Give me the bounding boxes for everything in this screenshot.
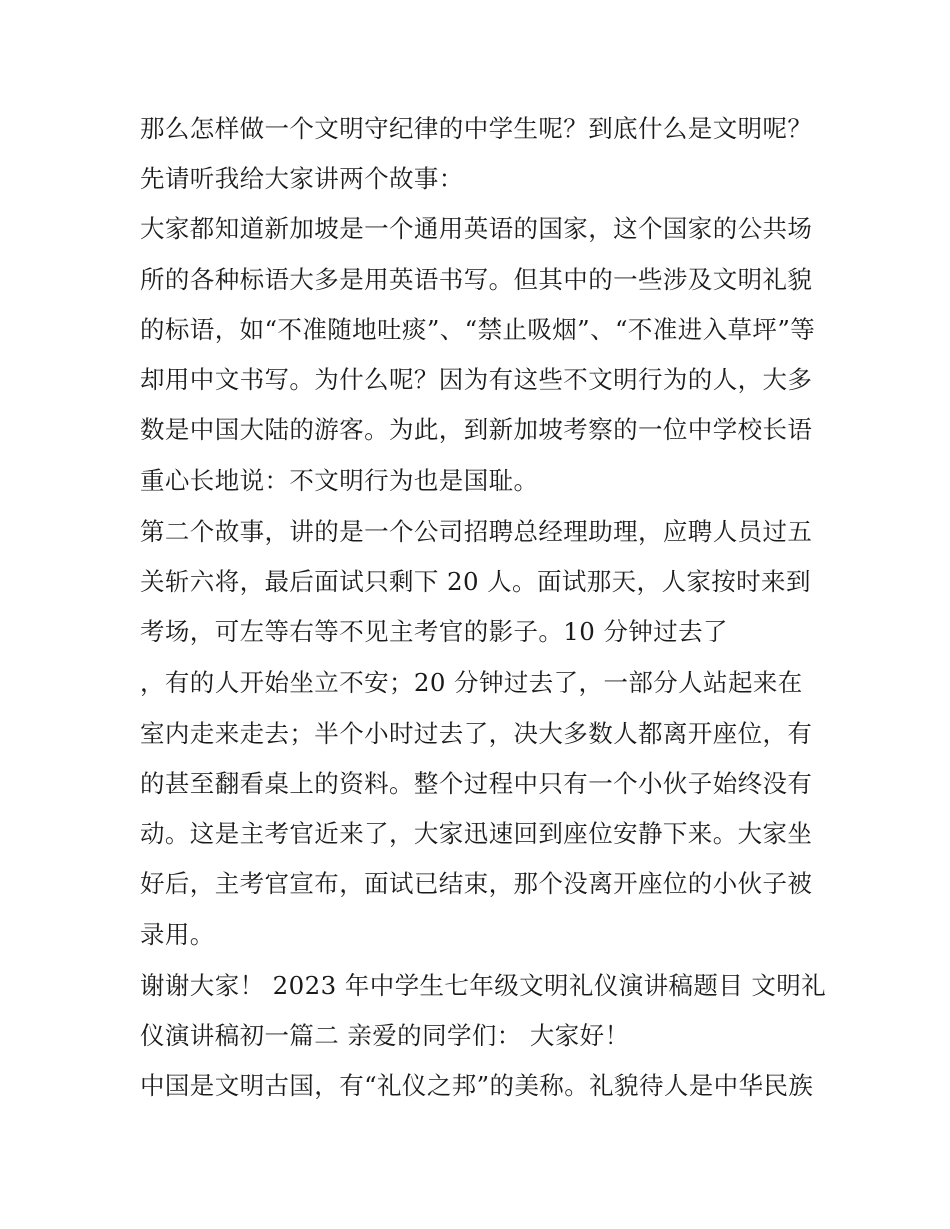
text-line: 关斩六将，最后面试只剩下 20 人。面试那天，人家按时来到	[140, 567, 811, 596]
text-line: 中国是文明古国，有“礼仪之邦”的美称。礼貌待人是中华民族	[140, 1071, 814, 1100]
text-line: 重心长地说：不文明行为也是国耻。	[140, 466, 539, 495]
text-line: 录用。	[140, 920, 215, 949]
text-line: 的甚至翻看桌上的资料。整个过程中只有一个小伙子始终没有	[140, 769, 813, 798]
text-line: 的标语，如“不准随地吐痰”、“禁止吸烟”、“不准进入草坪”等	[140, 315, 816, 344]
text-line: 考场，可左等右等不见主考官的影子。10 分钟过去了	[140, 617, 728, 646]
text-line: 那么怎样做一个文明守纪律的中学生呢？到底什么是文明呢？	[140, 114, 813, 143]
text-line: 先请听我给大家讲两个故事：	[140, 164, 464, 193]
text-line: 所的各种标语大多是用英语书写。但其中的一些涉及文明礼貌	[140, 265, 813, 294]
text-line: 仪演讲稿初一篇二 亲爱的同学们： 大家好！	[140, 1021, 630, 1050]
text-line: 好后，主考官宣布，面试已结束，那个没离开座位的小伙子被	[140, 869, 813, 898]
text-line: 动。这是主考官近来了，大家迅速回到座位安静下来。大家坐	[140, 819, 813, 848]
text-line: 第二个故事，讲的是一个公司招聘总经理助理，应聘人员过五	[140, 517, 813, 546]
text-line: 室内走来走去；半个小时过去了，决大多数人都离开座位，有	[140, 719, 813, 748]
text-line: 数是中国大陆的游客。为此，到新加坡考察的一位中学校长语	[140, 415, 813, 444]
text-line: 谢谢大家！ 2023 年中学生七年级文明礼仪演讲稿题目 文明礼	[140, 971, 827, 1000]
text-line: 却用中文书写。为什么呢？因为有这些不文明行为的人，大多	[140, 365, 813, 394]
text-line: ，有的人开始坐立不安；20 分钟过去了，一部分人站起来在	[140, 668, 803, 697]
text-line: 大家都知道新加坡是一个通用英语的国家，这个国家的公共场	[140, 214, 813, 243]
